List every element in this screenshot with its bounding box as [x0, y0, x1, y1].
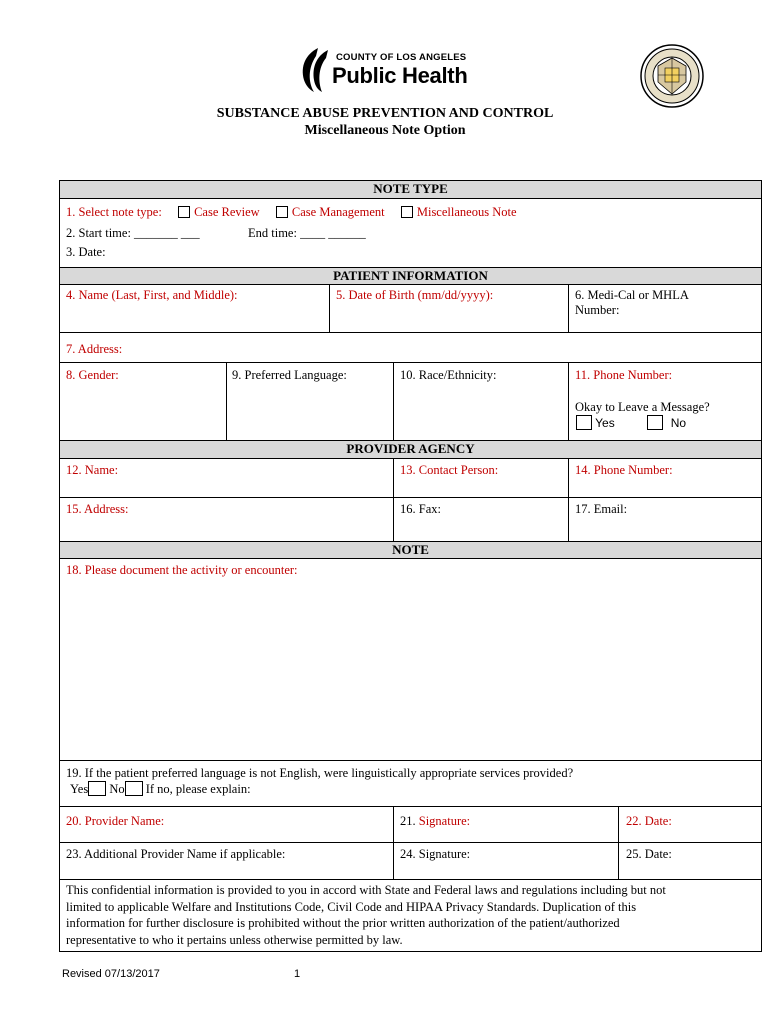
- provider-address-field[interactable]: 15. Address:: [66, 502, 129, 516]
- leave-message-yes-checkbox[interactable]: [576, 415, 592, 430]
- start-time-field[interactable]: 2. Start time: _______ ___: [66, 226, 200, 240]
- patient-address-field[interactable]: 7. Address:: [66, 342, 123, 356]
- signature-label: Signature:: [418, 814, 471, 828]
- confidential-notice: [66, 882, 756, 948]
- county-seal: [640, 44, 704, 108]
- logo-county-text: COUNTY OF LOS ANGELES: [336, 52, 467, 63]
- leave-message-yes-label: Yes: [595, 416, 615, 430]
- contact-person-field[interactable]: 13. Contact Person:: [400, 463, 499, 477]
- misc-note-option[interactable]: [401, 205, 517, 219]
- linguistic-answer-row: [70, 781, 251, 797]
- preferred-language-field[interactable]: 9. Preferred Language:: [232, 368, 347, 382]
- patient-name-field[interactable]: 4. Name (Last, First, and Middle):: [66, 288, 238, 302]
- email-field[interactable]: 17. Email:: [575, 502, 628, 516]
- linguistic-question: 19. If the patient preferred language is not English, were linguistically appropriate services provided?: [66, 766, 574, 780]
- race-ethnicity-field[interactable]: 10. Race/Ethnicity:: [400, 368, 497, 382]
- additional-provider-field[interactable]: 23. Additional Provider Name if applicable:: [66, 847, 286, 861]
- confidential-line-4: representative to who it pertains unless otherwise permitted by law.: [66, 932, 403, 947]
- signature2-field[interactable]: 24. Signature:: [400, 847, 471, 861]
- note-type-header: NOTE TYPE: [59, 180, 762, 199]
- linguistic-yes-label: Yes: [70, 782, 89, 796]
- note-header: NOTE: [59, 541, 762, 559]
- confidential-line-1: This confidential information is provided to you in accord with State and Federal laws and regulations including but not: [66, 883, 666, 897]
- linguistic-explain-label[interactable]: If no, please explain:: [145, 782, 251, 796]
- confidential-line-3: information for further disclosure is prohibited without the prior written authorization of the patient/authorized: [66, 916, 620, 930]
- linguistic-no-label: No: [109, 782, 125, 796]
- case-review-label: Case Review: [194, 205, 260, 219]
- date2-field[interactable]: 25. Date:: [626, 847, 672, 861]
- medi-cal-label-1: 6. Medi-Cal or MHLA: [575, 288, 689, 302]
- provider-phone-field[interactable]: 14. Phone Number:: [575, 463, 673, 477]
- signature-date-field[interactable]: 22. Date:: [626, 814, 672, 828]
- patient-info-header: PATIENT INFORMATION: [59, 267, 762, 285]
- patient-phone-field[interactable]: 11. Phone Number:: [575, 368, 673, 382]
- leave-message-no-checkbox[interactable]: [647, 415, 663, 430]
- document-activity-field[interactable]: 18. Please document the activity or encounter:: [66, 563, 298, 577]
- linguistic-yes-checkbox[interactable]: [88, 781, 106, 796]
- select-note-type-label: 1. Select note type:: [66, 205, 162, 219]
- misc-note-checkbox[interactable]: [401, 206, 413, 218]
- revised-date: Revised 07/13/2017: [62, 968, 160, 980]
- linguistic-no-checkbox[interactable]: [125, 781, 143, 796]
- case-management-checkbox[interactable]: [276, 206, 288, 218]
- date-field[interactable]: 3. Date:: [66, 245, 106, 259]
- page-number: 1: [294, 968, 301, 980]
- signature-field[interactable]: [400, 814, 470, 829]
- confidential-line-2: limited to applicable Welfare and Institutions Code, Civil Code and HIPAA Privacy Standards. Duplication of this: [66, 899, 637, 914]
- public-health-logo: [296, 46, 481, 96]
- leave-message-label: Okay to Leave a Message?: [575, 400, 710, 414]
- logo-public-health-text: Public Health: [332, 63, 468, 88]
- medi-cal-label-2: Number:: [575, 303, 620, 317]
- note-type-row: [66, 204, 517, 220]
- fax-field[interactable]: 16. Fax:: [400, 502, 441, 516]
- provider-agency-header: PROVIDER AGENCY: [59, 440, 762, 459]
- provider-name-field[interactable]: 12. Name:: [66, 463, 119, 477]
- logo-swoosh-icon: [296, 46, 336, 94]
- medi-cal-field[interactable]: [575, 288, 689, 318]
- leave-message-no-label: No: [670, 416, 687, 430]
- county-seal-icon: [640, 44, 704, 108]
- misc-note-label: Miscellaneous Note: [416, 205, 517, 219]
- form-title: SUBSTANCE ABUSE PREVENTION AND CONTROL: [216, 106, 554, 121]
- leave-message-options: [576, 415, 686, 431]
- case-review-checkbox[interactable]: [178, 206, 190, 218]
- gender-field[interactable]: 8. Gender:: [66, 368, 119, 382]
- provider-name-signature-field[interactable]: 20. Provider Name:: [66, 814, 165, 828]
- form-subtitle: Miscellaneous Note Option: [304, 123, 466, 138]
- case-management-option[interactable]: [276, 205, 385, 219]
- case-review-option[interactable]: [178, 205, 260, 219]
- signature-number: 21.: [400, 814, 416, 828]
- end-time-field[interactable]: End time: ____ ______: [248, 226, 366, 240]
- date-of-birth-field[interactable]: 5. Date of Birth (mm/dd/yyyy):: [336, 288, 494, 302]
- case-management-label: Case Management: [291, 205, 385, 219]
